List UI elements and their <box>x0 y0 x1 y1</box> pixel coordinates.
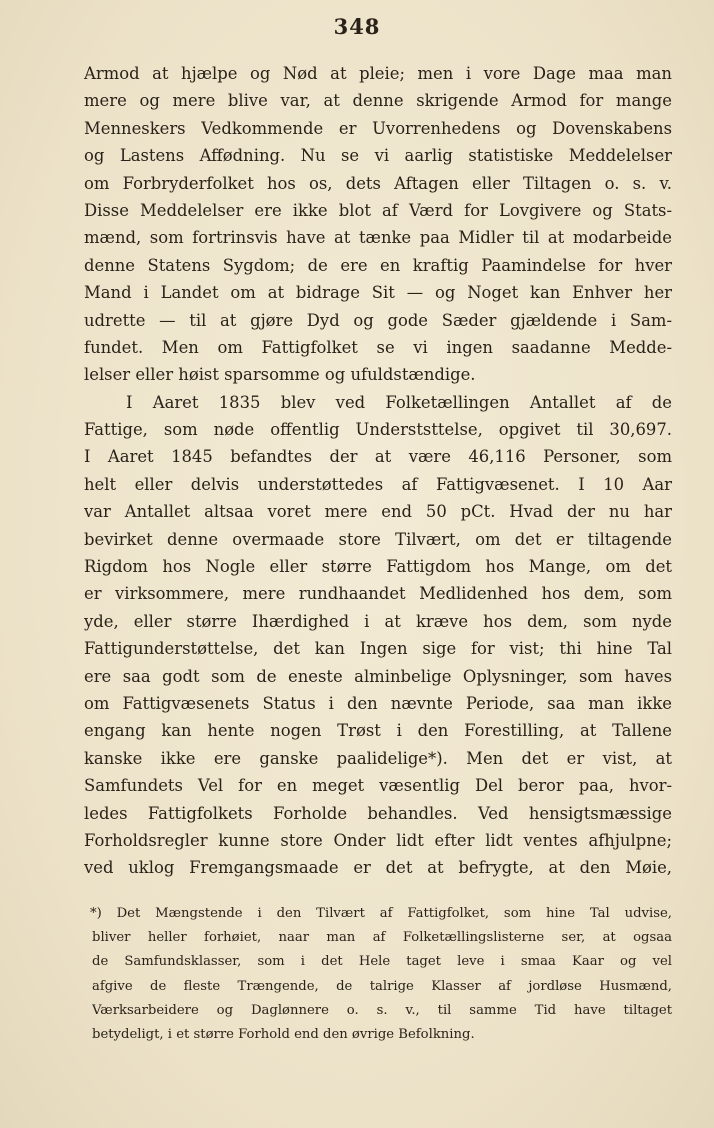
text-line: ere saa godt som de eneste alminbelige Oplysninger, som haves <box>84 666 672 686</box>
text-line: Disse Meddelelser ere ikke blot af Værd for Lovgivere og Stats- <box>84 200 672 220</box>
text-line: udrette — til at gjøre Dyd og gode Sæder gjældende i Sam- <box>84 310 672 330</box>
text-line: lelser eller høist sparsomme og ufuldstændige. <box>84 365 476 385</box>
text-line: Rigdom hos Nogle eller større Fattigdom hos Mange, om det <box>84 557 672 577</box>
text-line: Fattigunderstøttelse, det kan Ingen sige for vist; thi hine Tal <box>84 639 672 659</box>
footnote-line: bliver heller forhøiet, naar man af Folketællingslisterne ser, at ogsaa <box>92 930 672 946</box>
text-line: I Aaret 1845 befandtes der at være 46,116 Personer, som <box>84 447 672 467</box>
footnote-line: de Samfundsklasser, som i det Hele taget leve i smaa Kaar og vel <box>92 954 672 970</box>
footnote-line: Værksarbeidere og Daglønnere o. s. v., til samme Tid have tiltaget <box>92 1002 672 1018</box>
body-text <box>84 60 672 882</box>
text-line: Armod at hjælpe og Nød at pleie; men i vore Dage maa man <box>84 64 672 83</box>
footnote <box>92 902 672 1047</box>
text-line: mænd, som fortrinsvis have at tænke paa Midler til at modarbeide <box>84 228 672 248</box>
text-line: om Forbryderfolket hos os, dets Aftagen eller Tiltagen o. s. v. <box>84 173 672 193</box>
text-line: ved uklog Fremgangsmaade er det at befrygte, at den Møie, <box>84 858 672 878</box>
text-line: engang kan hente nogen Trøst i den Forestilling, at Tallene <box>84 721 672 741</box>
text-line: Mand i Landet om at bidrage Sit — og Noget kan Enhver her <box>84 283 672 303</box>
text-line: yde, eller større Ihærdighed i at kræve hos dem, som nyde <box>84 611 672 631</box>
text-line: ledes Fattigfolkets Forholde behandles. Ved hensigtsmæssige <box>84 803 672 823</box>
text-line: er virksommere, mere rundhaandet Medlidenhed hos dem, som <box>84 584 672 604</box>
text-line: kanske ikke ere ganske paalidelige*). Men det er vist, at <box>84 748 672 768</box>
text-line: Fattige, som nøde offentlig Underststtelse, opgivet til 30,697. <box>84 420 672 440</box>
footnote-line: betydeligt, i et større Forhold end den øvrige Befolkning. <box>92 1026 475 1042</box>
page-number: 348 <box>333 14 381 39</box>
footnote-line: *) Det Mængstende i den Tilvært af Fattigfolket, som hine Tal udvise, <box>90 906 672 921</box>
text-line: og Lastens Affødning. Nu se vi aarlig statistiske Meddelelser <box>84 146 672 166</box>
text-line: Menneskers Vedkommende er Uvorrenhedens og Dovenskabens <box>84 118 672 138</box>
text-line: om Fattigvæsenets Status i den nævnte Periode, saa man ikke <box>84 693 672 713</box>
text-line: var Antallet altsaa voret mere end 50 pCt. Hvad der nu har <box>84 502 672 522</box>
text-line: Samfundets Vel for en meget væsentlig Del beror paa, hvor- <box>84 776 672 796</box>
paragraph-start-line: I Aaret 1835 blev ved Folketællingen Antallet af de <box>126 392 672 412</box>
text-line: Forholdsregler kunne store Onder lidt efter lidt ventes afhjulpne; <box>84 830 672 850</box>
text-line: bevirket denne overmaade store Tilvært, om det er tiltagende <box>84 529 672 549</box>
text-line: fundet. Men om Fattigfolket se vi ingen saadanne Medde- <box>84 337 672 357</box>
text-line: denne Statens Sygdom; de ere en kraftig Paamindelse for hver <box>84 255 672 275</box>
text-line: helt eller delvis understøttedes af Fattigvæsenet. I 10 Aar <box>84 474 672 494</box>
footnote-line: afgive de fleste Trængende, de talrige Klasser af jordløse Husmænd, <box>92 978 672 994</box>
text-line: mere og mere blive var, at denne skrigende Armod for mange <box>84 91 672 111</box>
